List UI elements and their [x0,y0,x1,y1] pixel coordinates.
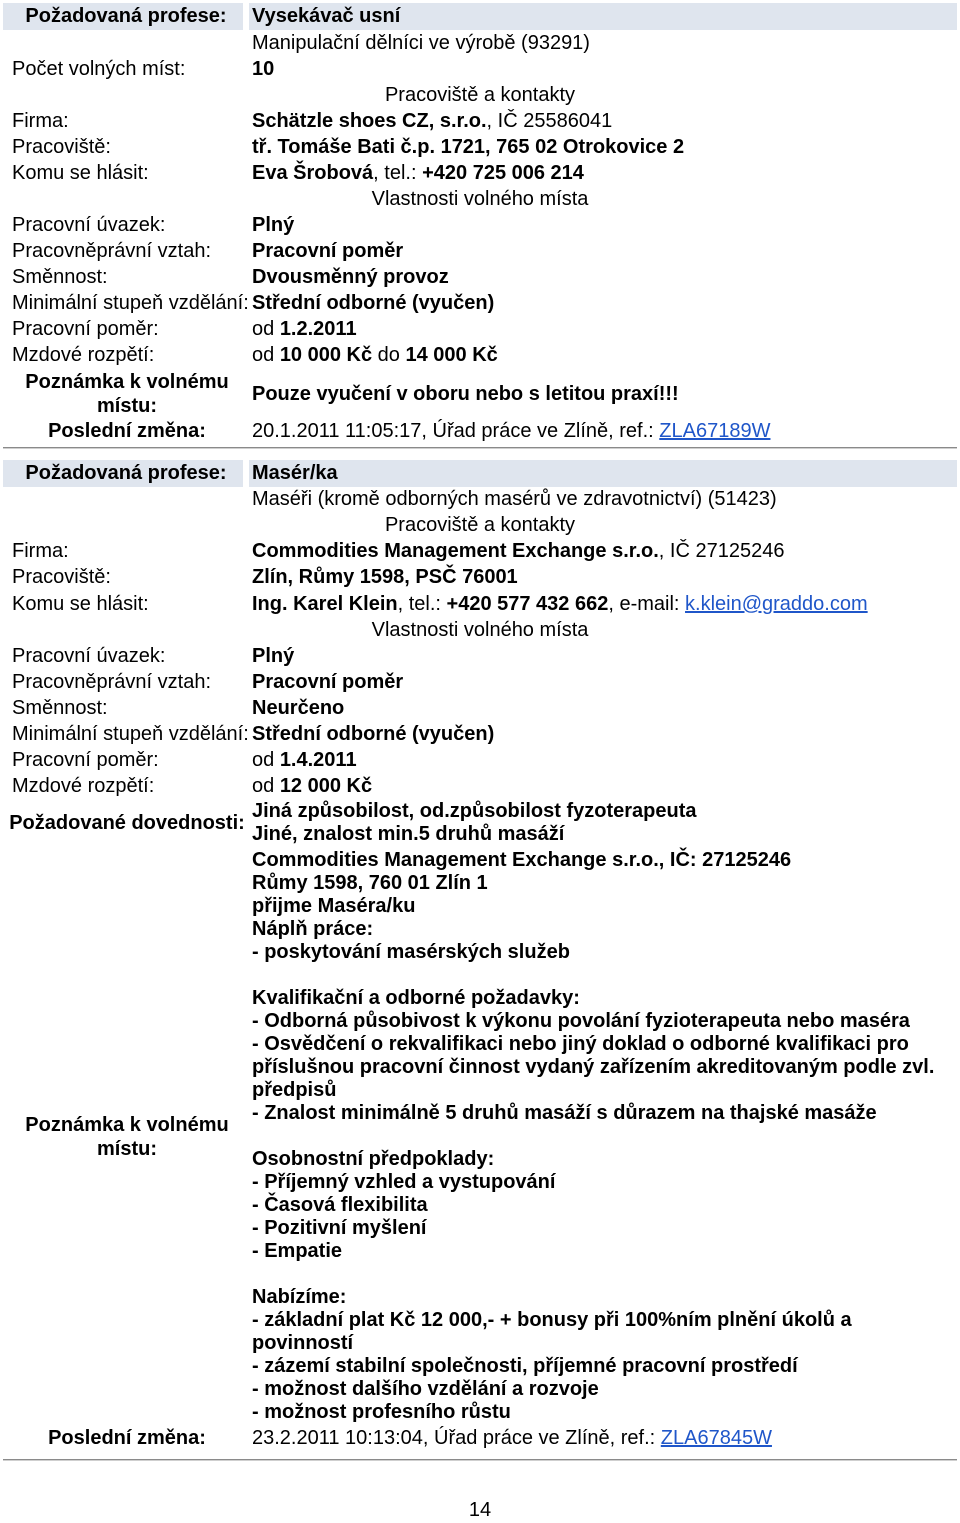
salary-row [0,342,960,368]
contact-label: Komu se hlásit: [12,593,149,615]
contact-tel-label: , tel.: [397,593,441,615]
note-row [0,849,960,1424]
salary-to: 14 000 Kč [405,344,498,366]
education-value: Střední odborné (vyučen) [252,723,495,745]
listing-divider [3,1459,957,1461]
vacancies-label: Počet volných míst: [12,58,186,80]
relation-label: Pracovněprávní vztah: [12,240,211,262]
workload-value: Plný [252,214,295,236]
start-row [0,747,960,773]
start-date: 1.2.2011 [279,318,357,340]
note-line: příslušnou pracovní činnost vydaný zařízením akreditovaným podle zvl. [252,1056,935,1078]
workload-label: Pracovní úvazek: [12,214,166,236]
contact-value [252,160,584,186]
salary-value [252,342,498,368]
salary-label: Mzdové rozpětí: [12,344,155,366]
note-line: - možnost dalšího vzdělání a rozvoje [252,1378,599,1400]
shifts-value: Dvousměnný provoz [252,266,449,288]
note-text [252,849,934,1424]
properties-heading-row [0,186,960,212]
note-line: - poskytování masérských služeb [252,941,570,963]
company-name: Schätzle shoes CZ, s.r.o. [252,110,487,132]
note-line: - možnost profesního růstu [252,1401,511,1423]
contact-email-link[interactable]: k.klein@graddo.com [685,593,868,615]
company-label: Firma: [12,110,69,132]
page-number: 14 [468,1499,492,1521]
last-change-label: Poslední změna: [48,1427,206,1449]
start-value [252,316,357,342]
salary-value [252,773,372,799]
education-value: Střední odborné (vyučen) [252,292,495,314]
note-label-cell [6,849,248,1424]
vacancies-row [0,56,960,82]
salary-from-prefix: od [252,344,275,366]
note-line: přijme Maséra/ku [252,895,416,917]
company-label: Firma: [12,540,69,562]
salary-label: Mzdové rozpětí: [12,775,155,797]
start-prefix: od [252,318,275,340]
contact-row [0,160,960,186]
profession-label: Požadovaná profese: [3,3,243,30]
shifts-value: Neurčeno [252,697,345,719]
relation-row [0,669,960,695]
workplace-value: Zlín, Růmy 1598, PSČ 76001 [252,566,518,588]
profession-category-row [0,486,960,512]
note-line: Náplň práce: [252,918,374,940]
note-line: - Znalost minimálně 5 druhů masáží s důrazem na thajské masáže [252,1102,877,1124]
note-line: předpisů [252,1079,337,1101]
contact-value [252,591,868,617]
profession-label: Požadovaná profese: [3,460,243,487]
profession-row [0,460,960,487]
note-line [252,964,934,987]
note-label-cell [6,370,248,418]
contact-name: Ing. Karel Klein [252,593,398,615]
properties-heading: Vlastnosti volného místa [371,188,589,210]
shifts-label: Směnnost: [12,697,108,719]
relation-row [0,238,960,264]
skills-label: Požadované dovednosti: [9,812,245,834]
salary-from-prefix: od [252,775,275,797]
education-row [0,721,960,747]
skills-label-cell [6,800,248,846]
start-value [252,747,357,773]
last-change-label: Poslední změna: [48,420,206,442]
contact-label: Komu se hlásit: [12,162,149,184]
salary-from: 12 000 Kč [279,775,373,797]
note-line: Osobnostní předpoklady: [252,1148,495,1170]
properties-heading: Vlastnosti volného místa [371,619,589,641]
workplace-label: Pracoviště: [12,136,111,158]
note-line: - Odborná působivost k výkonu povolání fyzioterapeuta nebo maséra [252,1010,910,1032]
note-line: povinností [252,1332,354,1354]
last-change-row [0,418,960,444]
contact-name: Eva Šrobová [252,162,374,184]
company-row [0,538,960,564]
contacts-heading-row [0,512,960,538]
salary-from: 10 000 Kč [279,344,373,366]
note-line: Nabízíme: [252,1286,347,1308]
shifts-row [0,695,960,721]
education-label: Minimální stupeň vzdělání: [12,723,249,745]
note-line: - zázemí stabilní společnosti, příjemné pracovní prostředí [252,1355,798,1377]
note-value: Pouze vyučení v oboru nebo s letitou praxí!!! [252,383,679,405]
profession-value: Masér/ka [249,460,957,487]
last-change-text: 23.2.2011 10:13:04, Úřad práce ve Zlíně, ref.: [252,1427,656,1449]
contacts-heading: Pracoviště a kontakty [384,84,576,106]
note-line: - Empatie [252,1240,343,1262]
start-date: 1.4.2011 [279,749,357,771]
profession-category: Manipulační dělníci ve výrobě (93291) [252,32,590,54]
workplace-row [0,564,960,590]
shifts-row [0,264,960,290]
profession-category-row [0,30,960,56]
skill-item: Jiná způsobilost, od.způsobilost fyzoterapeuta [252,800,697,822]
skill-item: Jiné, znalost min.5 druhů masáží [252,823,565,845]
note-line: Kvalifikační a odborné požadavky: [252,987,580,1009]
contact-phone: +420 577 432 662 [446,593,609,615]
note-line: - Příjemný vzhled a vystupování [252,1171,556,1193]
note-line: Růmy 1598, 760 01 Zlín 1 [252,872,488,894]
company-name: Commodities Management Exchange s.r.o. [252,540,659,562]
contacts-heading-row [0,82,960,108]
salary-to-prefix: do [377,344,400,366]
note-line: - Časová flexibilita [252,1194,428,1216]
profession-value: Vysekávač usní [249,3,957,30]
note-row [0,370,960,418]
company-id: , IČ 27125246 [658,540,785,562]
last-change-row [0,1425,960,1451]
salary-row [0,773,960,799]
note-line: - Osvědčení o rekvalifikaci nebo jiný doklad o odborné kvalifikaci pro [252,1033,909,1055]
note-label: Poznámka k volnému místu: [25,1113,229,1160]
profession-row [0,3,960,30]
reference-link[interactable]: ZLA67845W [660,1427,772,1449]
profession-category: Maséři (kromě odborných masérů ve zdravotnictví) (51423) [252,488,777,510]
relation-value: Pracovní poměr [252,240,404,262]
listing-divider [3,447,957,449]
properties-heading-row [0,617,960,643]
start-row [0,316,960,342]
company-value [252,108,612,134]
start-label: Pracovní poměr: [12,318,159,340]
note-label: Poznámka k volnému místu: [25,371,229,417]
note-line: Commodities Management Exchange s.r.o., IČ: 27125246 [252,849,792,871]
note-line [252,1125,934,1148]
shifts-label: Směnnost: [12,266,108,288]
start-label: Pracovní poměr: [12,749,159,771]
contact-email-label: , e-mail: [608,593,680,615]
last-change-label-cell [6,1425,248,1451]
contact-row [0,591,960,617]
education-row [0,290,960,316]
workload-value: Plný [252,645,295,667]
last-change-label-cell [6,418,248,444]
relation-label: Pracovněprávní vztah: [12,671,211,693]
workplace-row [0,134,960,160]
company-value [252,538,784,564]
reference-link[interactable]: ZLA67189W [659,420,771,442]
contacts-heading: Pracoviště a kontakty [384,514,576,536]
relation-value: Pracovní poměr [252,671,404,693]
last-change-value [252,1425,772,1451]
company-row [0,108,960,134]
last-change-text: 20.1.2011 11:05:17, Úřad práce ve Zlíně, ref.: [252,420,654,442]
note-line: - základní plat Kč 12 000,- + bonusy při 100%ním plnění úkolů a [252,1309,852,1331]
company-id: , IČ 25586041 [486,110,613,132]
workload-label: Pracovní úvazek: [12,645,166,667]
note-line [252,1263,934,1286]
workplace-label: Pracoviště: [12,566,111,588]
skills-row [0,800,960,846]
contact-phone: +420 725 006 214 [422,162,584,184]
education-label: Minimální stupeň vzdělání: [12,292,249,314]
note-line: - Pozitivní myšlení [252,1217,427,1239]
workload-row [0,212,960,238]
contact-tel-label: , tel.: [373,162,417,184]
start-prefix: od [252,749,275,771]
workload-row [0,643,960,669]
skills-list [252,800,696,846]
last-change-value [252,418,770,444]
vacancies-value: 10 [252,58,275,80]
workplace-value: tř. Tomáše Bati č.p. 1721, 765 02 Otrokovice 2 [252,136,685,158]
